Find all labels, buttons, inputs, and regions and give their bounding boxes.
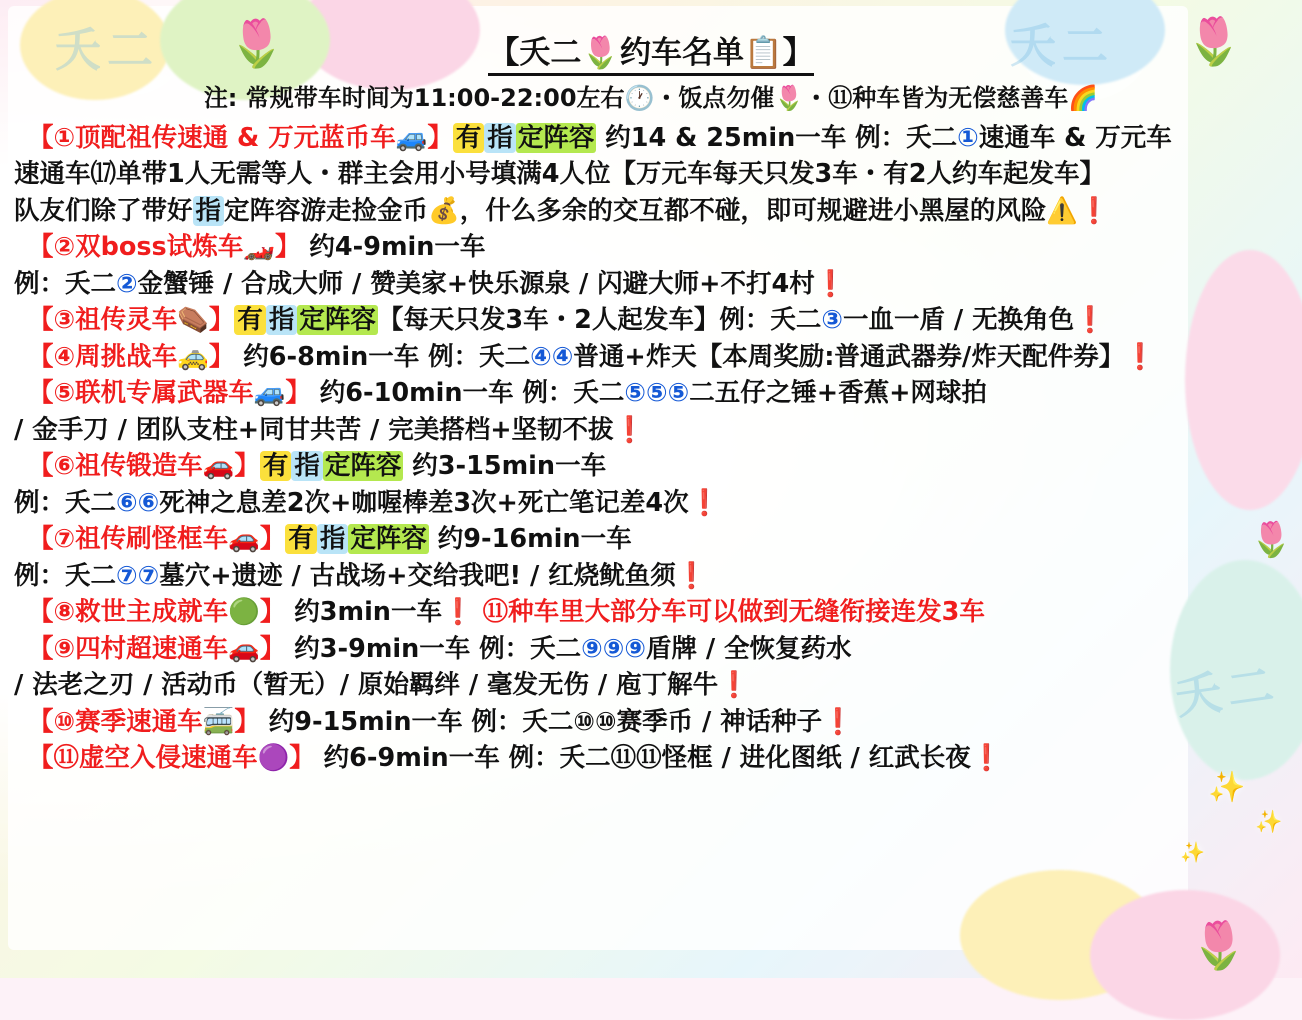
- entry-6-l2-seg-3: 死神之息差2次+咖喔棒差3次+死亡笔记差4次: [159, 487, 689, 518]
- entry-9-l2-seg-1: / 法老之刃 / 活动币（暂无）/ 原始羁绊 / 毫发无伤 / 庖丁解牛: [14, 670, 719, 700]
- entry-11-l1-seg-2: 🟣: [257, 743, 290, 773]
- entry-11-l1-seg-3: 】: [289, 743, 315, 773]
- entry-8-l1-seg-3: 】: [259, 597, 286, 627]
- entry-1-line-1: [10, 120, 1292, 157]
- entry-1-l1-seg-3: 】: [427, 122, 453, 153]
- tulip-small-icon: 🌷: [774, 84, 805, 112]
- entry-1-l3-seg-3: 定阵容游走捡金币: [224, 195, 429, 226]
- entry-1-l3-seg-6: ⚠️❗: [1046, 195, 1110, 226]
- tulip-decor-1: 🌷: [228, 16, 286, 70]
- entry-7-l2-seg-2: ⑦⑦: [116, 560, 160, 591]
- entry-8-l1-seg-4: 约3min一车: [285, 597, 442, 627]
- entry-1-l1-seg-7: 约14 & 25min一车 例：夭二: [596, 122, 958, 153]
- entry-6-l2-seg-2: ⑥⑥: [116, 487, 160, 518]
- note-sep2: ・⑪种车皆为无偿慈善车: [804, 84, 1069, 112]
- sparkle-decor-2: ✨: [1255, 810, 1283, 835]
- entry-11-l1-seg-7: ❗: [970, 743, 1003, 773]
- watermark-bottom-right: 夭二: [1172, 656, 1283, 725]
- entry-5-l1-seg-5: ⑤⑤⑤: [624, 378, 690, 408]
- entry-7-line-1: [10, 522, 1292, 559]
- entry-1-l3-seg-5: ，什么多余的交互都不碰，即可规避进小黑屋的风险: [459, 195, 1047, 226]
- entry-6-l1-seg-3: 】: [234, 451, 260, 481]
- entry-2-l2-seg-4: ❗: [814, 268, 847, 299]
- entry-6-l1-seg-1: 【⑥祖传锻造车: [28, 451, 203, 481]
- rainbow-icon: 🌈: [1068, 84, 1099, 112]
- sparkle-decor-1: ✨: [1208, 770, 1246, 805]
- entry-1-l1-seg-2: 🚙: [395, 122, 428, 153]
- entry-2-l1-seg-1: 【②双boss试炼车: [28, 232, 244, 262]
- entry-4-l1-seg-5: ④④: [530, 341, 574, 372]
- entry-4-l1-seg-6: 普通+炸天: [573, 341, 697, 372]
- entry-2-l2-seg-1: 例：夭二: [14, 268, 117, 299]
- entries-list: [10, 120, 1292, 777]
- entry-1-l1-seg-9: 速通车 & 万元车: [978, 122, 1172, 153]
- entry-3-l1-seg-7: 【每天只发3车・2人起发车】例：夭二: [377, 305, 822, 335]
- entry-3-l1-seg-3: 】: [208, 305, 235, 335]
- entry-6-l2-seg-1: 例：夭二: [14, 487, 117, 518]
- entry-9-line-2: [10, 668, 1292, 705]
- entry-6-l1-seg-2: 🚗: [202, 451, 235, 481]
- entry-7-l1-seg-5: 指: [317, 524, 349, 554]
- title-sub: 约车名单: [620, 35, 744, 71]
- page-title: [10, 0, 1292, 80]
- watermark-top-left: 夭二: [55, 23, 159, 77]
- entry-7-l2-seg-1: 例：夭二: [14, 560, 117, 591]
- entry-7-line-2: [10, 558, 1292, 595]
- entry-2-l1-seg-4: 约4-9min一车: [300, 232, 486, 262]
- entry-6-l1-seg-4: 有: [260, 451, 292, 481]
- entry-6-l1-seg-7: 约3-15min一车: [403, 451, 607, 481]
- entry-9-l1-seg-2: 🚗: [228, 633, 260, 664]
- entry-3-l1-seg-8: ③: [821, 305, 844, 335]
- entry-9-l1-seg-6: 盾牌 / 全恢复药水: [645, 633, 852, 664]
- entry-5-line-2: [10, 412, 1292, 449]
- clock-icon: 🕐: [624, 84, 655, 112]
- entry-5-l2-seg-2: ❗: [613, 414, 646, 445]
- entry-4-l1-seg-8: ❗: [1124, 341, 1157, 372]
- entry-7-l2-seg-4: ❗: [675, 560, 708, 591]
- entry-9-line-1: [10, 631, 1292, 668]
- entry-6-l1-seg-5: 指: [291, 451, 323, 481]
- entry-7-l1-seg-7: 约9-16min一车: [428, 524, 632, 554]
- entry-1-l2-seg-2: 【万元车每天只发3车・有2人约车起发车】: [610, 159, 1105, 189]
- note-sep1: ・饭点勿催: [654, 84, 775, 112]
- tulip-decor-3: 🌷: [1190, 918, 1248, 972]
- sparkle-decor-3: ✨: [1180, 840, 1205, 864]
- entry-2-l2-seg-2: ②: [116, 268, 138, 299]
- entry-5-l2-seg-1: / 金手刀 / 团队支柱+同甘共苦 / 完美搭档+坚韧不拔: [14, 414, 614, 445]
- entry-11-l1-seg-1: 【⑪虚空入侵速通车: [28, 743, 258, 773]
- entry-10-l1-seg-7: ❗: [822, 706, 854, 737]
- entry-10-l1-seg-2: 🚎: [202, 706, 235, 737]
- title-bracket-open: 【: [488, 35, 520, 71]
- entry-1-l1-seg-4: 有: [453, 123, 485, 153]
- entry-10-l1-seg-6: 赛季币 / 神话种子: [616, 706, 823, 737]
- clipboard-icon: 📋: [744, 35, 783, 71]
- entry-3-l1-seg-1: 【③祖传灵车: [28, 305, 178, 335]
- entry-6-l1-seg-6: 定阵容: [324, 451, 402, 481]
- entry-9-l1-seg-1: 【⑨四村超速通车: [28, 633, 229, 664]
- entry-10-l1-seg-3: 】: [234, 706, 260, 737]
- entry-2-line-1: [10, 230, 1292, 267]
- entry-11-l1-seg-6: 怪框 / 进化图纸 / 红武长夜: [661, 743, 971, 773]
- entry-7-l1-seg-6: 定阵容: [350, 524, 427, 554]
- entry-2-l1-seg-3: 】: [275, 232, 301, 262]
- entry-1-l1-seg-1: 【①顶配祖传速通 & 万元蓝币车: [28, 122, 396, 153]
- title-main: 夭二: [519, 35, 582, 71]
- entry-10-line-1: [10, 704, 1292, 741]
- entry-9-l1-seg-3: 】: [259, 633, 286, 664]
- entry-7-l1-seg-4: 有: [285, 524, 317, 554]
- tulip-icon: 🌷: [581, 35, 620, 71]
- watermark-top-right: 夭二: [1010, 19, 1114, 73]
- entry-8-l1-seg-2: 🟢: [228, 597, 260, 627]
- entry-7-l2-seg-3: 墓穴+遗迹 / 古战场+交给我吧! / 红烧鱿鱼须: [159, 560, 676, 591]
- entry-4-l1-seg-4: 约6-8min一车 例：夭二: [234, 341, 531, 372]
- entry-11-l1-seg-4: 约6-9min一车 例：夭二: [314, 743, 611, 773]
- entry-1-l1-seg-5: 指: [484, 123, 516, 153]
- title-bracket-close: 】: [782, 35, 814, 71]
- entry-6-l2-seg-4: ❗: [688, 487, 721, 518]
- entry-9-l2-seg-2: ❗: [718, 670, 750, 700]
- entry-8-l1-seg-6: ⑪种车里大部分车可以做到无缝衔接连发3车: [473, 597, 985, 627]
- entry-3-l1-seg-2: ⚰️: [177, 305, 209, 335]
- entry-4-line-1: [10, 339, 1292, 376]
- entry-9-l1-seg-4: 约3-9min一车 例：夭二: [285, 633, 582, 664]
- entry-4-l1-seg-2: 🚕: [177, 341, 209, 372]
- entry-6-line-2: [10, 485, 1292, 522]
- entry-10-l1-seg-4: 约9-15min一车 例：夭二: [259, 706, 574, 737]
- entry-1-l3-seg-1: 队友们除了带好: [14, 195, 193, 226]
- entry-5-l1-seg-3: 】: [285, 378, 311, 408]
- entry-3-l1-seg-4: 有: [234, 305, 266, 335]
- entry-3-l1-seg-10: ❗: [1074, 305, 1106, 335]
- entry-4-l1-seg-3: 】: [208, 341, 235, 372]
- note-text: 常规带车时间为11:00-22:00左右: [245, 84, 625, 112]
- entry-8-l1-seg-1: 【⑧救世主成就车: [28, 597, 229, 627]
- entry-2-l1-seg-2: 🏎️: [243, 232, 275, 262]
- note-line: [10, 80, 1292, 120]
- note-prefix: 注:: [203, 84, 246, 112]
- entry-3-l1-seg-9: 一血一盾 / 无换角色: [843, 305, 1075, 335]
- entry-7-l1-seg-3: 】: [259, 524, 286, 554]
- entry-10-l1-seg-1: 【⑩赛季速通车: [28, 706, 203, 737]
- entry-1-l3-seg-2: 指: [193, 196, 225, 226]
- entry-1-l1-seg-8: ①: [957, 122, 979, 153]
- entry-2-line-2: [10, 266, 1292, 303]
- entry-1-line-2: [10, 157, 1292, 194]
- tulip-decor-4: 🌷: [1250, 520, 1293, 560]
- entry-9-l1-seg-5: ⑨⑨⑨: [581, 633, 646, 664]
- entry-4-l1-seg-1: 【④周挑战车: [28, 341, 178, 372]
- entry-4-l1-seg-7: 【本周奖励:普通武器券/炸天配件券】: [696, 341, 1125, 372]
- entry-7-l1-seg-1: 【⑦祖传刷怪框车: [28, 524, 229, 554]
- entry-5-l1-seg-6: 二五仔之锤+香蕉+网球拍: [689, 378, 987, 408]
- entry-11-line-1: [10, 741, 1292, 778]
- entry-6-line-1: [10, 449, 1292, 486]
- entry-2-l2-seg-3: 金蟹锤 / 合成大师 / 赞美家+快乐源泉 / 闪避大师+不打4村: [137, 268, 815, 299]
- entry-1-l1-seg-6: 定阵容: [517, 122, 595, 153]
- entry-5-line-1: [10, 376, 1292, 413]
- entry-8-l1-seg-5: ❗: [441, 597, 474, 627]
- entry-3-l1-seg-6: 定阵容: [299, 305, 376, 335]
- entry-5-l1-seg-4: 约6-10min一车 例：夭二: [310, 378, 625, 408]
- entry-8-line-1: [10, 595, 1292, 632]
- entry-3-l1-seg-5: 指: [266, 305, 298, 335]
- entry-7-l1-seg-2: 🚗: [228, 524, 260, 554]
- entry-11-l1-seg-5: ⑪⑪: [610, 743, 662, 773]
- entry-3-line-1: [10, 303, 1292, 340]
- entry-1-l2-seg-1: 速通车⒄单带1人无需等人・群主会用小号填满4人位: [14, 159, 611, 189]
- entry-5-l1-seg-2: 🚙: [253, 378, 286, 408]
- entry-1-l3-seg-4: 💰: [428, 195, 460, 226]
- entry-5-l1-seg-1: 【⑤联机专属武器车: [28, 378, 254, 408]
- entry-1-line-3: [10, 193, 1292, 230]
- tulip-decor-2: 🌷: [1185, 14, 1243, 68]
- entry-10-l1-seg-5: ⑩⑩: [573, 706, 617, 737]
